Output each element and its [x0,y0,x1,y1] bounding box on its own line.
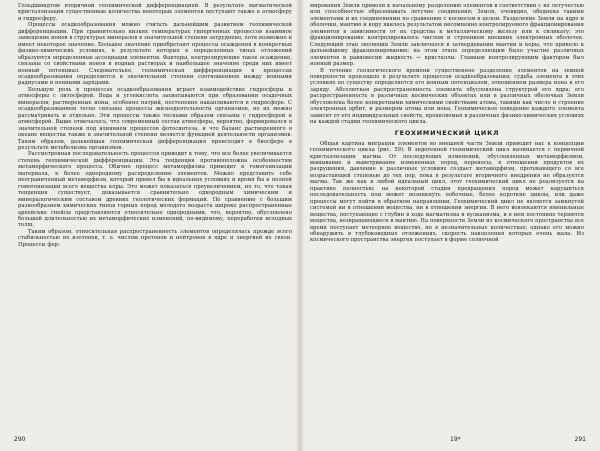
right-paragraph-2: В течение геологического времени существенное разделение элементов на земной поверхности произошло в результате процессов осадкообразования; судьба элемента в этих условиях по существу определяется его ионным потенциалом, отношением размера иона к его заряду. Абсолютная распространенность элемента обусловлена структурой его ядра; его распространенность в различных космических объектах или в различных оболочках Земли обусловлена более конкретными химическими свойствами атома, такими как число и строение электронных орбит, и размером атома или иона. Геохимическое поведение каждого элемента зависит от его индивидуальных свойств, проявляемых в различных физико-химических условиях на каждой стадии геохимического цикла. [310,67,584,126]
left-paragraph-3: Большую роль в процессах осадкообразования играет взаимодействие гидросферы и атмосферы с литосферой. Вода и углекислота захватываются при образовании осадочных минералов; растворенные ионы, особенно натрий, постепенно накапливаются в гидросфере. С осадкообразованием тесно связаны процессы жизнедеятельности организмов, но их можно рассматривать и отдельно. Эти процессы также тесными образом связаны с гидросферой и атмосферой. Выше отмечалось, что современный состав атмосферы, вероятно, формировался в значительной степени под влиянием процессов фотосинтеза, и что баланс растворенного в океане вещества также в значительной степени является функцией деятельности организмов. Таким образом, дальнейшая геохимическая дифференциация происходит в биосфере в результате метаболизма организмов. [18,86,292,151]
right-page-number: 291 [574,436,586,443]
left-page-number: 290 [14,436,26,443]
right-page [300,0,600,451]
right-paragraph-3: Общая картина миграции элементов во внешней части Земли приводит нас к концепции геохимического цикла (рис. 59). В эндогенной геохимический цикл начинается с первичной кристаллизации магмы. От последующих изменений, обусловленных метаморфизмом, вымывание и выветривание измененных пород, переносы, в отношении продуктов их разрушения, давление в различных условиях создает метаморфизм, протекающего со все возрастающей степенью до тех пор, пока в результате вторичного внедрения не образуется магма. Так же как в любой идеальный цикл, этот геохимический цикл не реализуется на практике полностью; на некоторой стадии превращения пород может нарушиться последовательность или может возникнуть побочные, более короткие циклы, или даже процессы могут пойти в обратном направлении. Геохимический цикл не является замкнутой системой ни в отношении вещества, ни в отношении энергии. В него вовлекаются ювенильные вещества, поступающие с глубин в ходе магматизма и вулканизма, и в нем постоянно теряются вещества, возвращающиеся в мантию. На поверхности Земли из космического пространства все время поступает метеорное вещество, но в незначительных количествах; однако его можно обнаружить в глубоководных отложениях, скорость накопления которых очень мала. Из космического пространства энергия поступает в форме солнечной [310,140,584,244]
left-paragraph-2: Процессы осадкообразования можно считать дальнейшим развитием геохимической дифференциации. При сравнительно низких температурах гипергенных процессов взаимное замещение ионов в структурах минералов в значительной степени затруднено, хотя возможно и имеет некоторое значение. Большое значение приобретают процессы осаждения в конкретных физико-химических условиях, в результате которых в определенных типах отложений образуются определенные ассоциации элементов. Факторы, контролирующие такое осаждение, связаны со свойствами ионов в водных растворах и наибольшее значение среди них имеет ионный потенциал. Следовательно, геохимическая дифференциация в процессах осадкообразования определяется в значительной степени соотношением между ионными радиусами и ионными зарядами. [18,22,292,87]
right-paragraph-1: мирования Земли привели к начальному разделению элементов в соответствии с их летучестью или способностью образовывать летучие соединения; Земля, очевидно, обеднена такими элементами и их соединениями по сравнению с космосом в целом. Разделение Земли на ядро и оболочки, мантию и кору явилось результатом несомненно контролируемого фракционирования элементов в зависимости от их сродства к металлическому железу или к силикату; это фракционирование контролировалось числом и строением внешних электронных оболочек. Следующий этап эволюции Земли заключался в затвердевании мантии и коры, что привело к дальнейшему фракционированию; на этом этапе определяющим было участие различных элементов в равновесии жидкость ↔ кристаллы. Главным контролирующим фактором был ионный размер. [310,3,584,68]
left-paragraph-4: Рассмотренная последовательность процессов приводит к тому, что все более увеличивается степень геохимической дифференциации. Эта тенденция противоположна особенностям метаморфического процесса. Обычно процесс метаморфизма приводит к гомогенизации материала, к более однородному распределению элементов. Можно представить себе неограниченный метаморфизм, который привел бы в идеальных условиях и время бы к полной гомогенизации всего вещества коры. Это может показаться преувеличением, но то, что такая тенденция существует, доказывается сравнительно однородным химическим и минералогическим составом древних геологических формаций. По сравнению с большим разнообразием химических типов горных пород молодого возраста широко распространенные архейские гнейсы представляются относительно однородными, что, вероятно, обусловлено большей длительностью их метаморфических изменений, по-видимому, переработки исходных толщ. [18,151,292,229]
left-paragraph-5: Таким образом, относительная распространенность элементов определялась прежде всего стабильностью их изотопов, т. е. числом протонов и нейтронов в ядре и энергией их связи. Процессы фор- [18,228,292,248]
section-heading: ГЕОХИМИЧЕСКИЙ ЦИКЛ [394,128,500,137]
left-paragraph-1: Гольдшмидтом вторичной геохимической дифференциацией. В результате магматической кристаллизации существенные количества некоторых элементов поступают также в атмосферу и гидросферу. [18,3,292,22]
signature-mark: 19* [450,436,461,443]
